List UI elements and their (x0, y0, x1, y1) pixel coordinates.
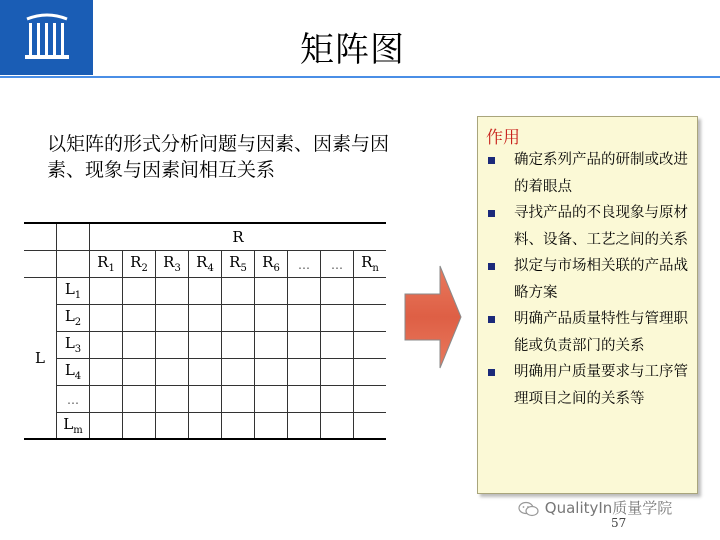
wechat-icon (518, 501, 540, 517)
matrix-cell (123, 277, 156, 304)
matrix-cell (354, 385, 387, 412)
col-header (288, 250, 321, 277)
purpose-item (488, 200, 688, 253)
row-header-label: L (64, 307, 75, 325)
matrix-cell (288, 277, 321, 304)
col-header (222, 250, 255, 277)
purpose-box-title: 作用 (486, 128, 520, 148)
matrix-cell (189, 277, 222, 304)
matrix-cell (222, 385, 255, 412)
col-header (354, 250, 387, 277)
col-header (156, 250, 189, 277)
row-header-sub: m (73, 424, 83, 436)
matrix-cell (255, 304, 288, 331)
col-header-label: … (298, 257, 310, 272)
purpose-item (488, 359, 688, 412)
col-header (123, 250, 156, 277)
right-arrow-icon (404, 264, 462, 370)
matrix-cell (90, 412, 123, 439)
row-header-label: L (64, 334, 75, 352)
matrix-cell (156, 277, 189, 304)
matrix-cell (255, 358, 288, 385)
square-bullet-icon (488, 316, 495, 323)
col-header-label: R (97, 253, 109, 271)
col-header-sub: 2 (141, 263, 148, 274)
matrix-cell (156, 385, 189, 412)
matrix-cell (123, 304, 156, 331)
matrix-cell (288, 385, 321, 412)
matrix-cell (255, 385, 288, 412)
logo (0, 0, 93, 75)
purpose-list (488, 147, 688, 412)
row-header-sub: 2 (74, 317, 82, 328)
matrix-cell (222, 331, 255, 358)
matrix-cell (222, 304, 255, 331)
matrix-cell (255, 331, 288, 358)
matrix-cell (354, 304, 387, 331)
matrix-corner (24, 250, 57, 277)
matrix-cell (90, 304, 123, 331)
matrix-cell (321, 358, 354, 385)
matrix-cell (156, 331, 189, 358)
row-header-sub: 1 (74, 290, 82, 301)
col-header-label: R (229, 253, 241, 271)
building-logo-icon (23, 13, 71, 61)
purpose-item (488, 147, 688, 200)
col-header-label: R (163, 253, 175, 271)
matrix-cell (354, 358, 387, 385)
matrix-cell (90, 277, 123, 304)
col-header (90, 250, 123, 277)
row-header-label: L (64, 361, 75, 379)
matrix-cell (156, 412, 189, 439)
matrix-corner (57, 223, 90, 250)
col-header (255, 250, 288, 277)
row-header-label: … (67, 392, 79, 407)
matrix-cell (189, 385, 222, 412)
purpose-item (488, 306, 688, 359)
matrix-diagram (24, 222, 386, 440)
matrix-cell (321, 277, 354, 304)
matrix-cell (288, 331, 321, 358)
col-header-sub: 6 (273, 263, 280, 274)
matrix-cell (123, 331, 156, 358)
matrix-cell (288, 304, 321, 331)
matrix-cell (123, 385, 156, 412)
matrix-cell (321, 412, 354, 439)
matrix-corner (24, 223, 57, 250)
col-header-sub: 1 (108, 263, 115, 274)
purpose-item (488, 253, 688, 306)
matrix-cell (288, 412, 321, 439)
matrix-cell (123, 412, 156, 439)
intro-text: 以矩阵的形式分析问题与因素、因素与因素、现象与因素间相互关系 (47, 133, 390, 181)
matrix-cell (255, 277, 288, 304)
purpose-item-text: 明确用户质量要求与工序管理项目之间的关系等 (514, 364, 688, 407)
matrix-cell (321, 385, 354, 412)
col-header-label: … (331, 257, 343, 272)
matrix-cell (222, 358, 255, 385)
row-header (57, 331, 90, 358)
row-header-sub: 4 (74, 371, 82, 382)
matrix-cell (90, 331, 123, 358)
matrix-cell (354, 331, 387, 358)
matrix-cell (189, 331, 222, 358)
matrix-cell (189, 412, 222, 439)
col-header-sub: 5 (240, 263, 247, 274)
matrix-cell (255, 412, 288, 439)
col-header-label: R (196, 253, 208, 271)
row-header-label: L (63, 414, 74, 433)
purpose-item-text: 明确产品质量特性与管理职能或负责部门的关系 (514, 311, 688, 354)
matrix-cell (156, 304, 189, 331)
col-header-label: R (262, 253, 274, 271)
square-bullet-icon (488, 369, 495, 376)
matrix-cell (354, 412, 387, 439)
matrix-cell (222, 412, 255, 439)
matrix-cell (189, 358, 222, 385)
row-header-label: L (64, 280, 75, 298)
row-header (57, 304, 90, 331)
square-bullet-icon (488, 263, 495, 270)
row-group-label: L (24, 277, 57, 439)
col-header-label: R (130, 253, 142, 271)
matrix-cell (156, 358, 189, 385)
matrix-cell (189, 304, 222, 331)
matrix-cell (90, 358, 123, 385)
watermark (518, 497, 672, 518)
row-header (57, 358, 90, 385)
header-divider (0, 76, 720, 78)
col-header (189, 250, 222, 277)
col-header-sub: 4 (207, 263, 214, 274)
col-header-sub: 3 (174, 263, 181, 274)
col-header-label: R (361, 253, 373, 271)
watermark-text: QualityIn质量学院 (544, 499, 673, 517)
purpose-item-text: 寻找产品的不良现象与原材料、设备、工艺之间的关系 (514, 205, 688, 248)
col-header-sub: n (372, 263, 379, 274)
page-title: 矩阵图 (300, 30, 405, 70)
purpose-item-text: 拟定与市场相关联的产品战略方案 (514, 258, 688, 301)
square-bullet-icon (488, 210, 495, 217)
square-bullet-icon (488, 157, 495, 164)
page-number: 57 (611, 516, 627, 530)
matrix-cell (321, 304, 354, 331)
matrix-cell (288, 358, 321, 385)
col-group-label: R (90, 223, 387, 250)
matrix-cell (354, 277, 387, 304)
matrix-cell (90, 385, 123, 412)
row-header (57, 385, 90, 412)
row-header (57, 277, 90, 304)
row-header (57, 412, 90, 439)
purpose-item-text: 确定系列产品的研制或改进的着眼点 (514, 152, 688, 195)
row-header-sub: 3 (74, 344, 82, 355)
matrix-cell (222, 277, 255, 304)
col-header (321, 250, 354, 277)
purpose-box (477, 116, 698, 494)
matrix-cell (321, 331, 354, 358)
matrix-corner (57, 250, 90, 277)
matrix-cell (123, 358, 156, 385)
